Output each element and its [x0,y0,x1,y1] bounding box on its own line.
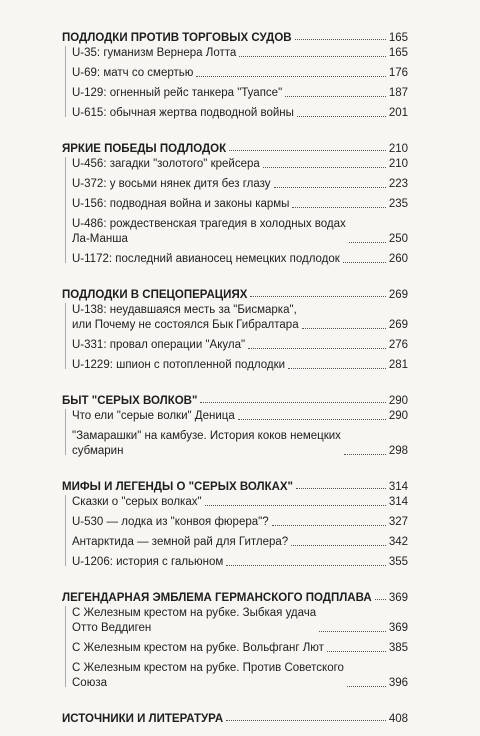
entry-title-line1: U-35: гуманизм Вернера Лотта [72,47,237,59]
entry-title [72,252,340,267]
leader-dots [295,39,386,40]
leader-dots [200,402,385,403]
leader-dots [196,76,385,77]
entry-page-number: 369 [388,622,408,634]
entry-title [72,46,236,61]
entry-page-number: 281 [388,359,408,371]
entry-title-line1: С Железным крестом на рубке. Зыбкая удача [72,607,317,619]
toc-entry[interactable] [62,46,408,61]
leader-dots [327,651,386,652]
leader-dots [292,207,385,208]
section-title: ИСТОЧНИКИ И ЛИТЕРАТУРА [62,713,224,725]
toc-entry[interactable] [62,338,408,353]
entry-title [72,303,299,333]
toc-entry[interactable] [62,606,408,636]
entry-page-number: 327 [388,516,408,528]
entry-title-line1: U-138: неудавшаяся месть за "Бисмарка", [72,304,297,316]
toc-entry[interactable] [62,157,408,172]
entry-page-number: 290 [388,410,408,422]
toc-entry[interactable] [62,555,408,570]
entry-title [72,535,288,550]
entry-title-line1: U-1172: последний авианосец немецких подлодок [72,253,340,265]
leader-dots [302,328,386,329]
entry-title-line1: Сказки о "серых волках" [72,496,202,508]
entry-title [72,86,282,101]
section-page-number: 290 [388,395,408,407]
entry-title [72,338,245,353]
entry-title [72,197,289,212]
entry-title-line2: субмарин [72,445,124,457]
entry-title [72,515,269,530]
leader-dots [296,488,386,489]
leader-dots [375,599,386,600]
entry-title [72,358,285,373]
section-title: БЫТ "СЕРЫХ ВОЛКОВ" [62,395,198,407]
section-title: ПОДЛОДКИ В СПЕЦОПЕРАЦИЯХ [62,289,248,301]
toc-section [62,24,408,121]
leader-dots [349,242,386,243]
toc-entry[interactable] [62,303,408,333]
toc-section [62,387,408,459]
toc-section [62,584,408,691]
section-heading[interactable] [62,387,408,407]
leader-dots [291,545,386,546]
entry-page-number: 396 [388,677,408,689]
entry-title-line1: Что ели "серые волки" Деница [72,410,235,422]
leader-dots [272,525,386,526]
entry-title [72,429,341,459]
leader-dots [238,419,386,420]
entry-title-line2: Отто Веддиген [72,622,152,634]
entry-page-number: 314 [388,496,408,508]
leader-dots [285,96,386,97]
section-title: ЯРКИЕ ПОБЕДЫ ПОДЛОДОК [62,143,227,155]
section-heading[interactable] [62,281,408,301]
entry-title-line1: "Замарашки" на камбузе. История коков немецких [72,430,341,442]
leader-dots [205,505,386,506]
leader-dots [343,262,386,263]
entry-title [72,409,235,424]
entry-title-line1: U-530 — лодка из "конвоя фюрера"? [72,516,269,528]
toc-entry[interactable] [62,535,408,550]
leader-dots [344,454,386,455]
entry-page-number: 187 [388,87,408,99]
section-heading[interactable] [62,473,408,493]
entry-title [72,555,223,570]
leader-dots [226,565,385,566]
toc-entry[interactable] [62,66,408,81]
entry-title-line2: или Почему не состоялся Бык Гибралтара [72,319,299,331]
entry-title-line1: U-615: обычная жертва подводной войны [72,107,294,119]
entry-page-number: 276 [388,339,408,351]
leader-dots [226,720,386,721]
leader-dots [347,686,386,687]
entry-title-line2: Ла-Манша [72,233,128,245]
toc-entry[interactable] [62,641,408,656]
entry-title-line1: С Железным крестом на рубке. Вольфганг Лют [72,642,324,654]
toc-entry[interactable] [62,515,408,530]
entry-page-number: 342 [388,536,408,548]
entry-title [72,66,193,81]
section-page-number: 165 [388,32,408,44]
section-title: ЛЕГЕНДАРНАЯ ЭМБЛЕМА ГЕРМАНСКОГО ПОДПЛАВА [62,592,372,604]
entry-page-number: 385 [388,642,408,654]
entry-title [72,495,202,510]
leader-dots [250,296,385,297]
toc-entry[interactable] [62,106,408,121]
toc-entry[interactable] [62,409,408,424]
entry-title-line1: С Железным крестом на рубке. Против Советского [72,662,344,674]
entry-title-line2: Союза [72,677,107,689]
section-title: МИФЫ И ЛЕГЕНДЫ О "СЕРЫХ ВОЛКАХ" [62,481,294,493]
table-of-contents [62,24,408,736]
toc-section [62,135,408,267]
entry-page-number: 201 [388,107,408,119]
entry-title-line1: U-69: матч со смертью [72,67,194,79]
entry-title [72,217,346,247]
entry-page-number: 260 [388,253,408,265]
leader-dots [288,368,386,369]
entry-title-line1: U-456: загадки "золотого" крейсера [72,158,260,170]
entry-page-number: 165 [388,47,408,59]
entry-title-line1: U-1229: шпион с потопленной подлодки [72,359,286,371]
toc-section [62,473,408,570]
toc-entry[interactable] [62,86,408,101]
toc-section [62,281,408,373]
entry-page-number: 250 [388,233,408,245]
entry-page-number: 176 [388,67,408,79]
toc-entry[interactable] [62,661,408,691]
toc-entry[interactable] [62,197,408,212]
section-page-number: 269 [388,289,408,301]
toc-entry[interactable] [62,217,408,247]
section-title: ПОДЛОДКИ ПРОТИВ ТОРГОВЫХ СУДОВ [62,32,292,44]
leader-dots [229,150,386,151]
entry-page-number: 210 [388,158,408,170]
leader-dots [274,187,386,188]
entry-page-number: 269 [388,319,408,331]
section-heading[interactable] [62,584,408,604]
entry-title [72,106,294,121]
entry-title [72,641,324,656]
entry-title-line1: U-486: рождественская трагедия в холодных водах [72,218,346,230]
toc-entry[interactable] [62,252,408,267]
section-bracket-line [65,409,66,455]
leader-dots [319,631,386,632]
entry-title [72,177,271,192]
entry-title-line1: U-129: огненный рейс танкера "Туапсе" [72,87,283,99]
entry-page-number: 355 [388,556,408,568]
leader-dots [248,348,386,349]
toc-entry[interactable] [62,429,408,459]
section-bracket-line [65,606,66,687]
section-heading[interactable] [62,705,408,725]
leader-dots [239,56,386,57]
entry-page-number: 298 [388,445,408,457]
section-bracket-line [65,495,66,566]
section-page-number: 210 [388,143,408,155]
section-page-number: 369 [388,592,408,604]
leader-dots [297,116,386,117]
entry-page-number: 235 [388,198,408,210]
entry-page-number: 223 [388,178,408,190]
entry-title-line1: U-372: у восьми нянек дитя без глазу [72,178,271,190]
leader-dots [263,167,386,168]
section-heading[interactable] [62,24,408,44]
entry-title-line1: Антарктида — земной рай для Гитлера? [72,536,289,548]
section-page-number: 314 [388,481,408,493]
entry-title-line1: U-1206: история с гальюном [72,556,224,568]
toc-entry[interactable] [62,358,408,373]
entry-title [72,606,316,636]
toc-entry[interactable] [62,495,408,510]
section-bracket-line [65,157,66,263]
section-bracket-line [65,46,66,117]
toc-entry[interactable] [62,177,408,192]
section-heading[interactable] [62,135,408,155]
entry-title-line1: U-331: провал операции "Акула" [72,339,246,351]
entry-title [72,661,344,691]
entry-title-line1: U-156: подводная война и законы кармы [72,198,290,210]
section-page-number: 408 [388,713,408,725]
section-bracket-line [65,303,66,369]
entry-title [72,157,260,172]
toc-section [62,705,408,725]
